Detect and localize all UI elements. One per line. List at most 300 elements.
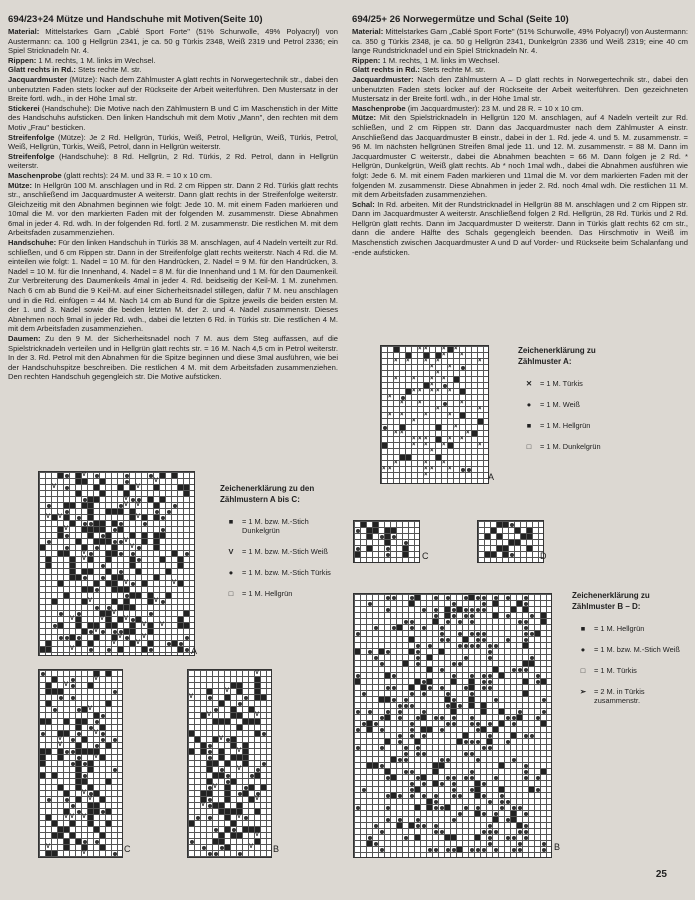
chart-stitch-mark <box>83 774 87 778</box>
chart-stitch-mark <box>422 710 426 714</box>
chart-stitch-mark <box>95 606 99 610</box>
chart-stitch-mark <box>421 685 426 690</box>
chart-stitch-mark <box>208 696 212 700</box>
chart-stitch-mark <box>470 716 474 720</box>
chart-stitch-mark <box>482 602 486 606</box>
chart-stitch-mark <box>443 384 447 388</box>
chart-stitch-mark <box>155 510 159 514</box>
chart-stitch-mark <box>160 497 165 502</box>
legend-text: = 1 M. bzw. M.-Stich Weiß <box>242 547 328 556</box>
chart-stitch-mark <box>385 697 390 702</box>
chart-stitch-mark <box>386 608 390 612</box>
chart-stitch-mark <box>493 613 498 618</box>
chart-stitch-mark <box>220 846 224 850</box>
chart-stitch-mark <box>142 533 147 538</box>
chart-stitch-mark: × <box>394 358 398 364</box>
chart-stitch-mark <box>178 557 183 562</box>
chart-stitch-mark <box>524 626 528 630</box>
chart-stitch-mark <box>82 629 87 634</box>
chart-stitch-mark <box>458 812 462 816</box>
chart-stitch-mark <box>82 479 87 484</box>
chart-stitch-mark <box>88 509 93 514</box>
chart-stitch-mark <box>451 835 456 840</box>
chart-stitch-mark <box>226 774 230 778</box>
chart-stitch-mark <box>118 647 123 652</box>
chart-stitch-mark <box>470 644 474 648</box>
chart-stitch-mark <box>440 716 444 720</box>
chart-stitch-mark <box>367 727 372 732</box>
chart-stitch-mark <box>482 680 486 684</box>
chart-stitch-mark <box>101 738 105 742</box>
chart-stitch-mark <box>52 515 57 520</box>
chart-stitch-mark <box>244 816 248 820</box>
chart-stitch-mark <box>506 800 510 804</box>
chart-stitch-mark <box>406 455 411 460</box>
chart-stitch-mark <box>452 614 456 618</box>
paragraph-label: Jacquardmuster <box>8 74 68 84</box>
chart-stitch-mark <box>154 485 159 490</box>
chart-stitch-mark <box>106 569 111 574</box>
chart-stitch-mark <box>535 631 540 636</box>
chart-stitch-mark <box>446 704 450 708</box>
chart-stitch-mark <box>409 637 414 642</box>
chart-stitch-mark <box>482 746 486 750</box>
chart-stitch-mark <box>427 667 432 672</box>
chart-stitch-mark <box>231 707 236 712</box>
chart-stitch-mark <box>374 842 378 846</box>
chart-stitch-mark <box>517 715 522 720</box>
chart-stitch-mark <box>255 731 260 736</box>
chart-stitch-mark: V <box>112 640 117 646</box>
chart-stitch-mark <box>213 737 218 742</box>
chart-stitch-mark: V <box>58 742 63 748</box>
legend-item <box>572 624 684 633</box>
chart-stitch-mark: V <box>136 484 141 490</box>
chart-stitch-mark <box>485 534 490 539</box>
chart-stitch-mark <box>125 480 129 484</box>
chart-stitch-mark <box>255 773 260 778</box>
chart-stitch-mark <box>452 716 456 720</box>
chart-stitch-mark <box>373 528 378 533</box>
chart-stitch-mark <box>469 679 474 684</box>
chart-stitch-mark: V <box>207 712 212 718</box>
chart-stitch-mark <box>95 546 99 550</box>
chart-stitch-mark <box>415 679 420 684</box>
chart-stitch-mark <box>410 692 414 696</box>
chart-stitch-mark <box>161 516 165 520</box>
chart-stitch-mark <box>113 540 117 544</box>
legend-a-title-1: Zeichenerklärung zu <box>518 346 596 355</box>
chart-stitch-mark <box>512 848 516 852</box>
legend-item <box>518 400 643 409</box>
chart-stitch-mark: V <box>154 478 159 484</box>
chart-stitch-mark <box>446 722 450 726</box>
chart-stitch-mark <box>511 817 516 822</box>
chart-stitch-mark <box>382 443 387 448</box>
paragraph-label: Material: <box>352 27 384 36</box>
chart-stitch-mark <box>52 833 57 838</box>
chart-stitch-mark <box>64 845 69 850</box>
chart-stitch-mark <box>196 816 200 820</box>
chart-stitch-mark <box>476 806 480 810</box>
chart-stitch-mark <box>213 761 218 766</box>
chart-stitch-mark: × <box>460 436 464 442</box>
chart-stitch-mark: × <box>394 376 398 382</box>
legend-text: = 1 M. Hellgrün <box>594 624 645 633</box>
chart-stitch-mark <box>106 551 111 556</box>
chart-stitch-mark <box>148 629 153 634</box>
chart-stitch-mark <box>185 648 189 652</box>
chart-stitch-mark <box>542 848 546 852</box>
chart-stitch-mark <box>100 725 105 730</box>
right-article <box>352 14 688 257</box>
chart-stitch-mark <box>76 539 81 544</box>
chart-stitch-mark <box>416 752 420 756</box>
chart-stitch-mark <box>391 528 396 533</box>
chart-stitch-mark <box>488 800 492 804</box>
chart-stitch-mark <box>397 823 402 828</box>
chart-stitch-mark <box>41 672 45 676</box>
chart-stitch-mark: V <box>255 832 260 838</box>
chart-stitch-mark <box>488 644 492 648</box>
chart-stitch-mark <box>106 809 111 814</box>
chart-stitch-mark <box>488 680 492 684</box>
chart-stitch-mark <box>58 533 63 538</box>
chart-stitch-mark <box>470 674 474 678</box>
paragraph <box>352 104 688 114</box>
chart-stitch-mark <box>237 713 242 718</box>
chart-stitch-mark <box>76 641 81 646</box>
chart-stitch-mark <box>137 546 141 550</box>
chart-stitch-mark <box>457 607 462 612</box>
chart-stitch-mark <box>524 770 528 774</box>
chart-stitch-mark <box>101 564 105 568</box>
chart-stitch-mark: V <box>124 496 129 502</box>
chart-stitch-mark <box>250 774 254 778</box>
chart-stitch-mark: V <box>172 580 177 586</box>
chart-stitch-mark <box>488 824 492 828</box>
legend-item <box>518 379 643 388</box>
chart-stitch-mark <box>529 787 534 792</box>
chart-stitch-mark <box>64 839 69 844</box>
chart-stitch-mark <box>440 758 444 762</box>
chart-stitch-mark <box>219 809 224 814</box>
chart-stitch-mark <box>422 794 426 798</box>
chart-stitch-mark <box>142 515 147 520</box>
chart-stitch-mark <box>94 803 99 808</box>
chart-stitch-mark <box>100 845 105 850</box>
chart-stitch-mark <box>88 587 93 592</box>
chart-stitch-mark <box>404 758 408 762</box>
chart-stitch-mark <box>46 683 51 688</box>
chart-stitch-mark <box>100 527 105 532</box>
chart-stitch-mark: × <box>430 376 434 382</box>
paragraph-label: Maschenprobe <box>8 170 62 180</box>
chart-stitch-mark <box>476 758 480 762</box>
chart-stitch-mark <box>476 638 480 642</box>
chart-stitch-mark <box>367 841 372 846</box>
chart-stitch-mark <box>214 708 218 712</box>
chart-label-c-left: C <box>124 844 131 854</box>
chart-stitch-mark <box>362 722 366 726</box>
paragraph-label: Glatt rechts in Rd.: <box>8 65 76 75</box>
chart-stitch-mark <box>521 534 526 539</box>
chart-stitch-mark <box>518 710 522 714</box>
chart-stitch-mark <box>213 803 218 808</box>
chart-stitch-mark <box>392 698 396 702</box>
chart-stitch-mark <box>208 852 212 856</box>
chart-stitch-mark <box>231 743 236 748</box>
chart-stitch-mark <box>524 812 528 816</box>
chart-stitch-mark <box>434 806 438 810</box>
chart-stitch-mark <box>427 727 432 732</box>
chart-stitch-mark <box>386 818 390 822</box>
chart-stitch-mark <box>530 734 534 738</box>
chart-stitch-mark <box>404 620 408 624</box>
chart-stitch-mark <box>64 503 69 508</box>
chart-stitch-mark: V <box>82 472 87 478</box>
paragraph-text: Für den linken Handschuh in Türkis 38 M. anschlagen, auf 4 Nadeln verteilt zur Rd. schließen, und 6 cm Rippen str. Dann in der Streifenfolge glatt rechts weiterstr. Nach 4 Rd. die M. einteilen wie folgt: 1. Nadel = 10 M. für den Handrücken, 2. Nadel = 9 M. für den Handrücken, 3. Nadel = 10 M. für die Innenhand, 4. Nadel = 8 M. für die Innenhand und 1 M. für den Daumenkeil. Zur Verbreiterung des Daumenkeils 4mal in jeder 4. Rd. beidseitig der Keil-M. 1 M. zunehmen. Nach 6 cm ab Bund die 9 Keil-M. auf einer Sicherheitsnadel stillegen, dafür 7 M. neu anschlagen und in die Rd. einfügen = 44 M. Nach 14 cm ab Bund für die Spitze jeweils die beiden ersten M. der 1. und 3. Nadel sowie die beiden letzten M. der 2. und 4. Nadel zusammenstr. Dieses Abnehmen noch 9mal in jeder Rd. wdh., dabei die letzten 6 Rd. in Türkis str. Die restlichen 4 M. mit dem Arbeitsfaden zusammenziehen. <box>8 238 338 334</box>
legend-item <box>220 517 338 535</box>
legend-symbol: ➣ <box>579 687 587 696</box>
chart-stitch-mark <box>493 817 498 822</box>
legend-symbol: ● <box>526 400 532 409</box>
chart-stitch-mark <box>184 491 189 496</box>
chart-stitch-mark <box>446 620 450 624</box>
chart-stitch-mark <box>167 642 171 646</box>
chart-stitch-mark <box>88 749 93 754</box>
chart-stitch-mark <box>137 498 141 502</box>
chart-stitch-mark <box>46 557 51 562</box>
chart-stitch-mark <box>380 716 384 720</box>
chart-stitch-mark: V <box>70 646 75 652</box>
chart-stitch-mark <box>130 485 135 490</box>
chart-stitch-mark <box>70 557 75 562</box>
chart-stitch-mark <box>208 798 212 802</box>
chart-stitch-mark <box>244 696 248 700</box>
chart-stitch-mark <box>512 668 516 672</box>
chart-stitch-mark <box>249 785 254 790</box>
chart-stitch-mark <box>440 806 444 810</box>
chart-stitch-mark <box>220 768 224 772</box>
chart-stitch-mark <box>434 824 438 828</box>
chart-stitch-mark <box>461 468 465 472</box>
chart-stitch-mark <box>106 701 111 706</box>
chart-stitch-mark <box>243 791 248 796</box>
chart-stitch-mark: × <box>454 346 458 352</box>
chart-stitch-mark <box>386 650 390 654</box>
chart-stitch-mark <box>106 539 111 544</box>
chart-stitch-mark <box>47 540 51 544</box>
chart-stitch-mark <box>491 552 496 557</box>
chart-stitch-mark: × <box>430 364 434 370</box>
chart-stitch-mark <box>142 647 147 652</box>
chart-stitch-mark: × <box>430 382 434 388</box>
chart-grid-d-right <box>477 520 544 563</box>
chart-stitch-mark <box>470 740 474 744</box>
chart-stitch-mark <box>482 830 486 834</box>
chart-stitch-mark <box>541 679 546 684</box>
chart-stitch-mark <box>475 811 480 816</box>
chart-stitch-mark <box>445 607 450 612</box>
paragraph-text: In Rd. arbeiten. Mit der Rundstricknadel in Hellgrün 88 M. anschlagen und 2 cm Rippen str. Dann im Jacquardmuster A weiterstr. Anschließend folgen 2 Rd. Hellgrün, 28 Rd. Türkis und 2 Rd. Hellgrün glatt rechts. Dann im Jacquardmuster D weiterstr. Dann in Türkis glatt rechts 62 cm str., dann die andere Hälfte des Schals gegengleich beenden. Das Hirschmotiv in Weiß im Maschenstich zwischen Jacquardmuster A und D auf Vorder- und Rückseite beim Schalanfang und -ende aufsticken. <box>352 199 688 257</box>
chart-stitch-mark <box>76 623 81 628</box>
chart-stitch-mark <box>440 668 444 672</box>
chart-stitch-mark: V <box>124 538 129 544</box>
chart-stitch-mark <box>503 546 508 551</box>
chart-stitch-mark <box>380 746 384 750</box>
chart-stitch-mark <box>101 534 105 538</box>
chart-stitch-mark <box>76 473 81 478</box>
chart-stitch-mark <box>511 811 516 816</box>
chart-stitch-mark: × <box>424 412 428 418</box>
legend-item <box>572 666 684 675</box>
chart-stitch-mark <box>207 791 212 796</box>
chart-stitch-mark <box>482 794 486 798</box>
paragraph-text: Zu den 9 M. der Sicherheitsnadel noch 7 M. aus dem Steg auffassen, auf die Spielstricknadeln verteilen und in Hellgrün glatt rechts str. = 16 M. Nach 4,5 cm in Petrol weiterstr. In der 3. Rd. Petrol mit den Abnahmen für die Spitze beginnen und diese 3mal ausführen, wie bei der Handschuhspitze beschreiben. Die restlichen 4 M. mit dem Arbeitsfaden zusammenziehen. Den rechten Handschuh gegengleich str. Die Motive aufsticken. <box>8 334 338 382</box>
chart-stitch-mark <box>506 716 510 720</box>
paragraph-text: Stets rechte M. str. <box>419 65 486 75</box>
chart-stitch-mark <box>142 581 147 586</box>
right-article-body <box>352 27 688 257</box>
chart-stitch-mark <box>445 697 450 702</box>
chart-stitch-mark <box>410 782 414 786</box>
chart-stitch-mark <box>119 630 123 634</box>
chart-stitch-mark <box>64 827 69 832</box>
chart-stitch-mark <box>77 636 81 640</box>
chart-stitch-mark <box>476 632 480 636</box>
chart-stitch-mark: V <box>124 502 129 508</box>
chart-stitch-mark <box>243 719 248 724</box>
chart-stitch-mark <box>46 641 51 646</box>
chart-stitch-mark <box>542 710 546 714</box>
chart-stitch-mark <box>106 509 111 514</box>
chart-stitch-mark: V <box>255 670 260 676</box>
chart-stitch-mark <box>386 553 390 557</box>
chart-stitch-mark <box>166 569 171 574</box>
chart-stitch-mark <box>118 575 123 580</box>
legend-text: = 1 M. Türkis <box>540 379 583 388</box>
chart-stitch-mark <box>77 516 81 520</box>
chart-stitch-mark <box>237 683 242 688</box>
chart-stitch-mark: V <box>64 814 69 820</box>
chart-stitch-mark <box>464 656 468 660</box>
chart-stitch-mark <box>82 707 87 712</box>
paragraph-text: (Handschuhe): 8 Rd. Hellgrün, 2 Rd. Türkis, 2 Rd. Petrol, dann in Hellgrün weiterstr. <box>8 151 338 171</box>
chart-stitch-mark <box>113 690 117 694</box>
chart-stitch-mark: V <box>82 556 87 562</box>
chart-stitch-mark <box>219 839 224 844</box>
chart-stitch-mark <box>76 491 81 496</box>
chart-stitch-mark <box>89 522 93 526</box>
chart-stitch-mark <box>77 810 81 814</box>
chart-stitch-mark <box>542 842 546 846</box>
chart-stitch-mark <box>112 551 117 556</box>
chart-stitch-mark <box>207 689 212 694</box>
chart-stitch-mark <box>94 485 99 490</box>
chart-stitch-mark <box>58 551 63 556</box>
chart-stitch-mark: × <box>412 418 416 424</box>
chart-stitch-mark <box>452 674 456 678</box>
chart-stitch-mark <box>237 755 242 760</box>
chart-stitch-mark <box>392 674 396 678</box>
chart-stitch-mark <box>46 563 51 568</box>
chart-stitch-mark <box>94 581 99 586</box>
chart-stitch-mark: × <box>478 406 482 412</box>
chart-grid-a-right <box>380 345 489 484</box>
chart-stitch-mark <box>40 719 45 724</box>
paragraph-label: Handschuhe: <box>8 238 57 248</box>
chart-stitch-mark <box>518 806 522 810</box>
chart-stitch-mark <box>113 630 117 634</box>
chart-stitch-mark <box>482 638 486 642</box>
chart-stitch-mark <box>464 596 468 600</box>
paragraph-label: Schal: <box>352 199 375 209</box>
chart-stitch-mark <box>356 710 360 714</box>
chart-stitch-mark <box>76 725 81 730</box>
chart-stitch-mark <box>518 668 522 672</box>
chart-stitch-mark <box>481 709 486 714</box>
chart-stitch-mark <box>422 692 426 696</box>
chart-stitch-mark <box>52 689 57 694</box>
chart-stitch-mark <box>77 708 81 712</box>
chart-stitch-mark <box>488 650 492 654</box>
chart-stitch-mark <box>410 770 414 774</box>
chart-stitch-mark <box>65 798 69 802</box>
chart-stitch-mark <box>464 752 468 756</box>
legend-bd-title-2: Zählmuster B – D: <box>572 602 641 611</box>
chart-stitch-mark <box>46 719 51 724</box>
chart-stitch-mark <box>106 671 111 676</box>
chart-stitch-mark <box>172 641 177 646</box>
legend-abc-title-2: Zählmustern A bis C: <box>220 495 300 504</box>
paragraph <box>8 27 338 56</box>
chart-stitch-mark <box>136 569 141 574</box>
chart-stitch-mark <box>404 541 408 545</box>
chart-stitch-mark <box>488 734 492 738</box>
chart-stitch-mark <box>125 474 129 478</box>
chart-stitch-mark: V <box>154 598 159 604</box>
chart-stitch-mark <box>541 619 546 624</box>
chart-stitch-mark <box>106 581 111 586</box>
chart-stitch-mark <box>403 552 408 557</box>
chart-stitch-mark <box>410 788 414 792</box>
chart-stitch-mark <box>76 785 81 790</box>
paragraph <box>8 181 338 239</box>
chart-stitch-mark <box>410 728 414 732</box>
chart-stitch-mark <box>40 761 45 766</box>
chart-stitch-mark <box>58 749 63 754</box>
chart-stitch-mark <box>355 679 360 684</box>
chart-stitch-mark <box>70 503 75 508</box>
chart-stitch-mark <box>475 835 480 840</box>
paragraph-text: Mittelstarkes Garn „Cablé Sport Forte" (51% Schurwolle, 49% Polyacryl) von Austermann: ca. 350 g Türkis 2348, je ca. 50 g Hellgrün 2341, Dunkelgrün 2336 und Weiß 2319; eine 40 cm lange Rundstricknadel und ein Spiel Stricknadeln Nr. 4. <box>352 27 688 56</box>
chart-stitch-mark <box>112 623 117 628</box>
chart-stitch-mark <box>541 769 546 774</box>
chart-stitch-mark <box>415 805 420 810</box>
chart-stitch-mark <box>476 722 480 726</box>
chart-stitch-mark <box>95 744 99 748</box>
chart-stitch-mark <box>154 533 159 538</box>
chart-stitch-mark <box>189 731 194 736</box>
chart-stitch-mark <box>249 827 254 832</box>
chart-stitch-mark <box>185 636 189 640</box>
chart-stitch-mark <box>398 734 402 738</box>
chart-stitch-mark <box>201 791 206 796</box>
chart-stitch-mark <box>448 347 453 352</box>
chart-stitch-mark <box>422 626 426 630</box>
chart-stitch-mark <box>421 775 426 780</box>
